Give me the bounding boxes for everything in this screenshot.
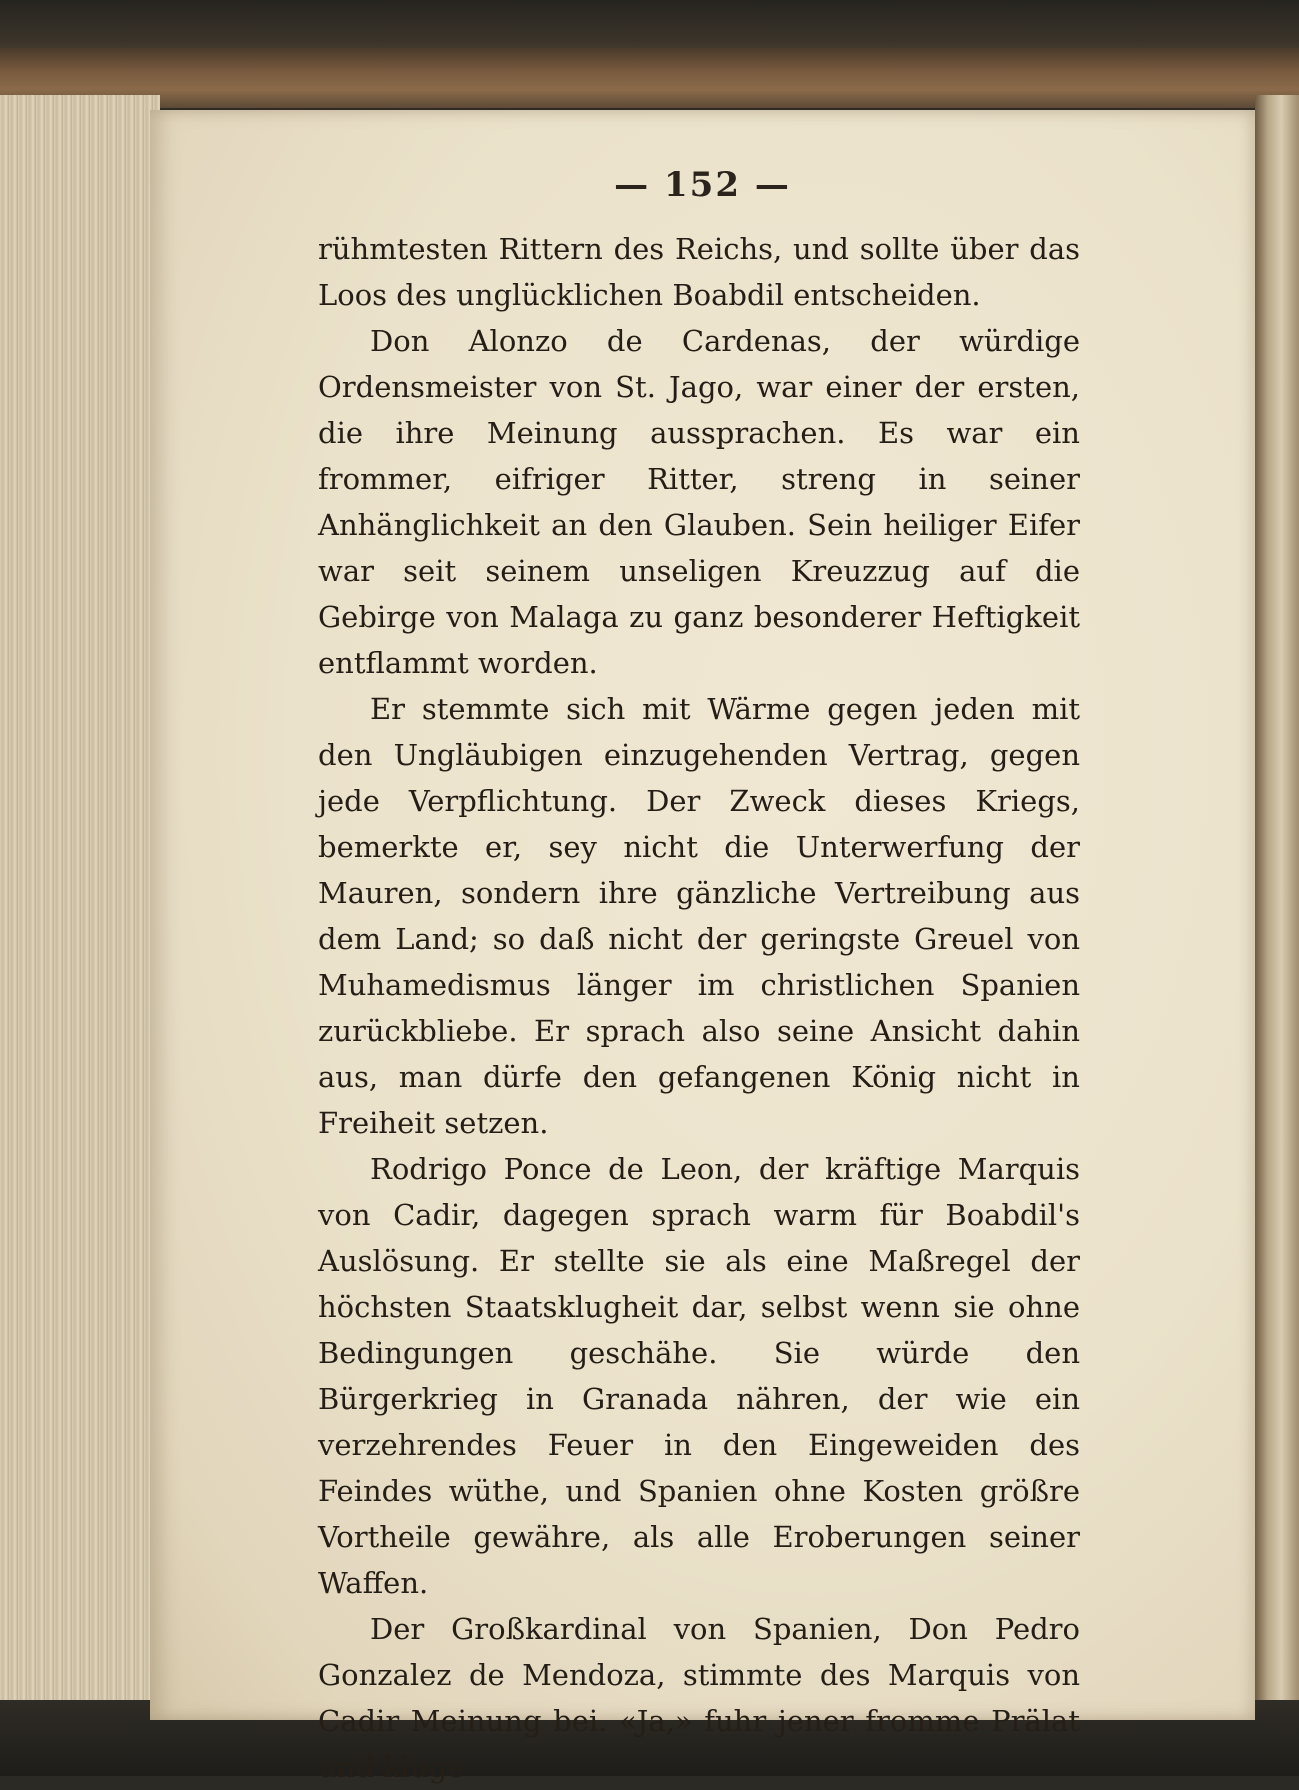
paragraph-5: Der Großkardinal von Spanien, Don Pedro Gonzalez de Mendoza, stimmte des Marquis von Cadir Meinung bei. «Ja,» fuhr jener fromme Prälat und kluge [318,1612,1080,1784]
page-text [318,226,1080,1790]
paragraph-3: Er stemmte sich mit Wärme gegen jeden mit den Ungläubigen einzugehenden Vertrag, gegen jede Verpflichtung. Der Zweck dieses Kriegs, bemerkte er, sey nicht die Unterwerfung der Mauren, sondern ihre gänzliche Vertreibung aus dem Land; so daß nicht der geringste Greuel von Muhamedismus länger im christlichen Spanien zurückbliebe. Er sprach also seine Ansicht dahin aus, man dürfe den gefangenen König nicht in Freiheit setzen. [318,692,1080,1140]
paragraph-1: rühmtesten Rittern des Reichs, und sollte über das Loos des unglücklichen Boabdil entscheiden. [318,232,1080,312]
paragraph-2: Don Alonzo de Cardenas, der würdige Ordensmeister von St. Jago, war einer der ersten, die ihre Meinung aussprachen. Es war ein frommer, eifriger Ritter, streng in seiner Anhänglichkeit an den Glauben. Sein heiliger Eifer war seit seinem unseligen Kreuzzug auf die Gebirge von Malaga zu ganz besonderer Heftigkeit entflammt worden. [318,324,1080,680]
page-number: — 152 — [614,165,791,205]
paragraph-4: Rodrigo Ponce de Leon, der kräftige Marquis von Cadir, dagegen sprach warm für Boabdil's Auslösung. Er stellte sie als eine Maßregel der höchsten Staatsklugheit dar, selbst wenn sie ohne Bedingungen geschähe. Sie würde den Bürgerkrieg in Granada nähren, der wie ein verzehrendes Feuer in den Eingeweiden des Feindes wüthe, und Spanien ohne Kosten größre Vortheile gewähre, als alle Eroberungen seiner Waffen. [318,1152,1080,1600]
book-top-edge [0,48,1299,108]
facing-page-edge [1255,95,1299,1715]
book-page [150,110,1255,1784]
page-stack-left [0,95,160,1755]
